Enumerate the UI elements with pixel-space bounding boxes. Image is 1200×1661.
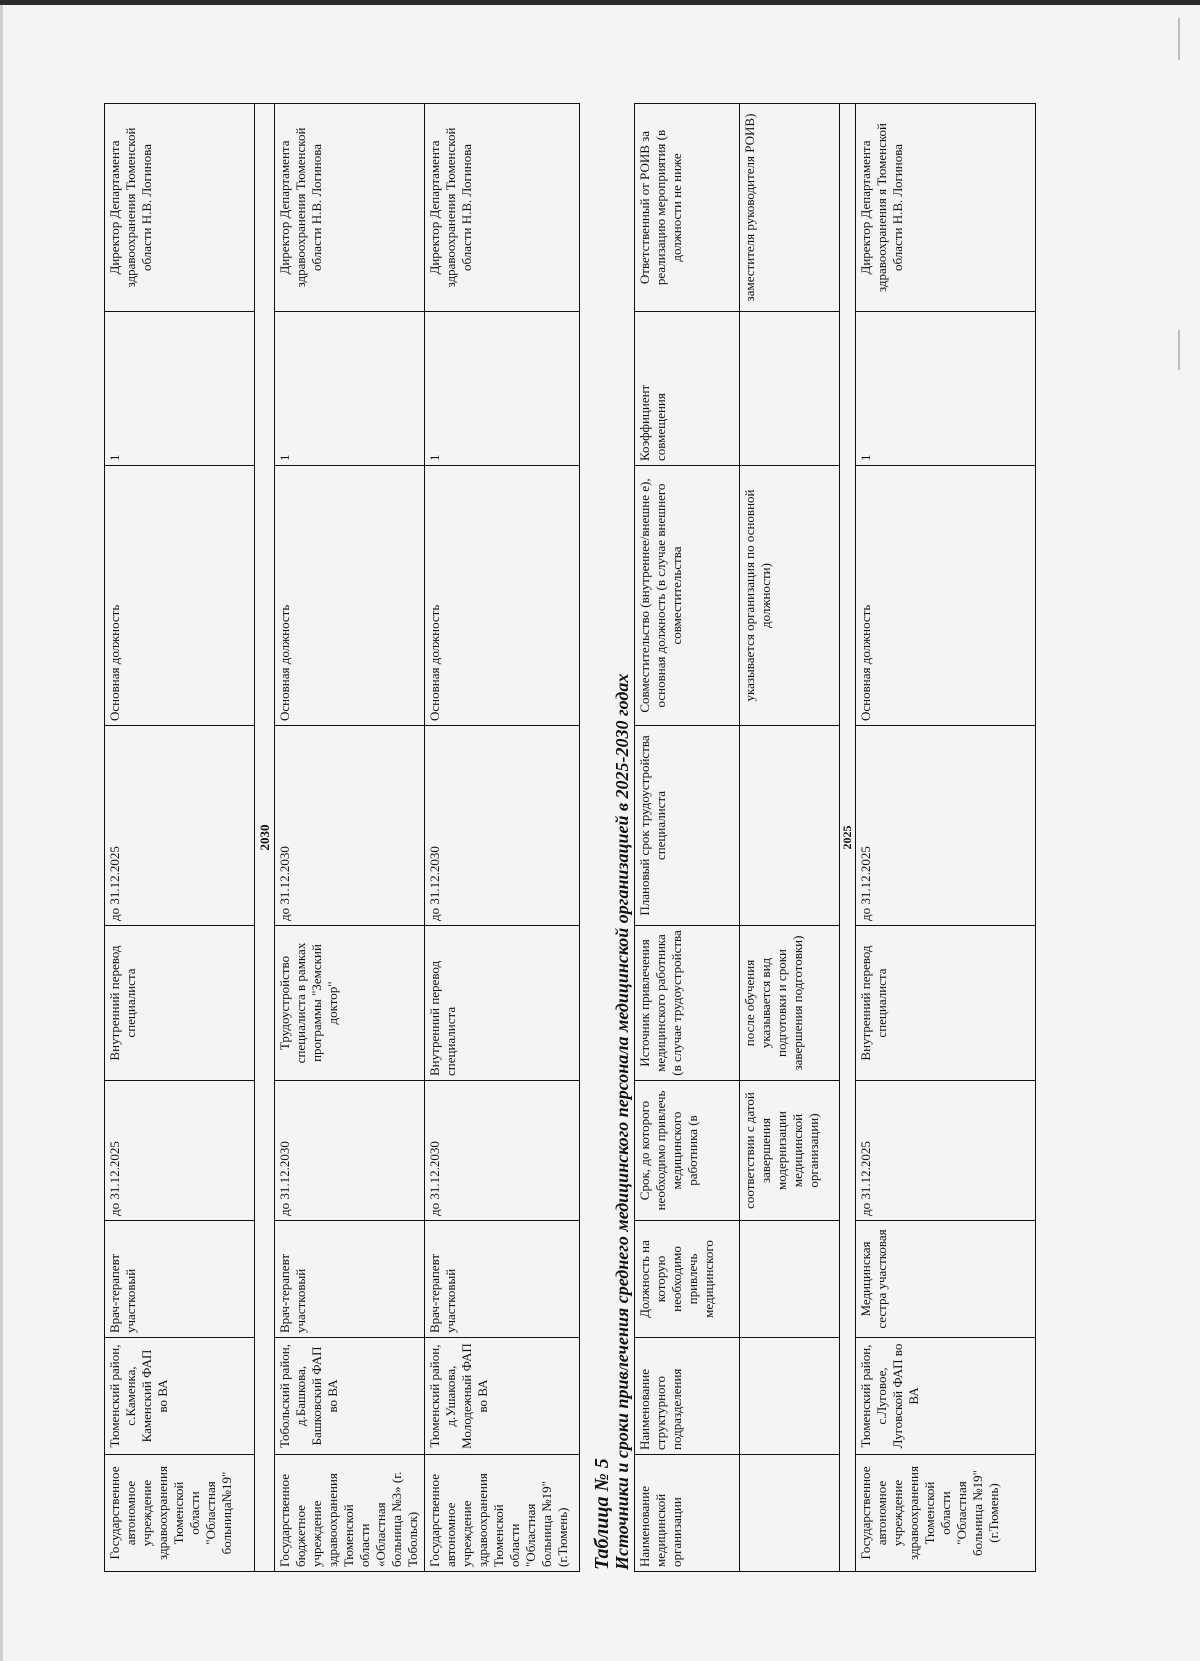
table5-label: Таблица № 5 [591, 1458, 613, 1570]
unit-cell: Тобольский район, д.Башкова, Башковский ФАП во ВА [275, 1338, 425, 1455]
header-deadline-cont: соответствии с датой завершения модернизации медицинской организации) [740, 1081, 840, 1221]
org-cell: Государственное автономное учреждение здравоохранения Тюменской области "Областная больница №19"(г.Тюмень) [856, 1455, 1036, 1572]
table-row [425, 104, 580, 1572]
scan-mark [1178, 330, 1180, 370]
scan-mark [1178, 18, 1180, 60]
table-row [275, 104, 425, 1572]
planned-cell: до 31.12.2025 [105, 726, 255, 926]
header-source-cont: после обучения указывается вид подготовки и сроки завершения подготовки) [740, 926, 840, 1081]
header-position: Должность на которую необходимо привлечь медицинского [635, 1221, 740, 1338]
combo-cell: Основная должность [425, 466, 580, 726]
header-planned: Плановый срок трудоустройства специалиста [635, 726, 740, 926]
table4-continuation [104, 103, 580, 1572]
responsible-cell: Директор Департамента здравоохранения Тюменской области Н.В. Логинова [425, 104, 580, 312]
rotated-document-page [102, 102, 1077, 1572]
table-header-row [635, 104, 740, 1572]
position-cell: Врач-терапевт участковый [105, 1221, 255, 1338]
position-cell: Врач-терапевт участковый [425, 1221, 580, 1338]
header-coef-cont [740, 312, 840, 466]
deadline-cell: до 31.12.2025 [105, 1081, 255, 1221]
header-org-cont [740, 1455, 840, 1572]
year-2030-label: 2030 [255, 104, 275, 1572]
org-cell: Государственное автономное учреждение здравоохранения Тюменской области "Областная больница№19" [105, 1455, 255, 1572]
responsible-cell: Директор Департамента здравоохранения Тюменской области Н.В. Логинова [275, 104, 425, 312]
combo-cell: Основная должность [105, 466, 255, 726]
table5 [634, 103, 1036, 1572]
header-coef: Коэффициент совмещения [635, 312, 740, 466]
table-row [856, 104, 1036, 1572]
deadline-cell: до 31.12.2030 [275, 1081, 425, 1221]
year-row [255, 104, 275, 1572]
unit-cell: Тюменский район, д.Ушакова, Молодежный ФАП во ВА [425, 1338, 580, 1455]
table-header-row-continued [740, 104, 840, 1572]
deadline-cell: до 31.12.2030 [425, 1081, 580, 1221]
scan-top-border [0, 0, 1200, 5]
unit-cell: Тюменский район, с.Луговое, Луговской ФАП во ВА [856, 1338, 1036, 1455]
planned-cell: до 31.12.2030 [425, 726, 580, 926]
org-cell: Государственное бюджетное учреждение здравоохранения Тюменской области «Областная больница №3» (г. Тобольск) [275, 1455, 425, 1572]
deadline-cell: до 31.12.2025 [856, 1081, 1036, 1221]
header-unit: Наименование структурного подразделения [635, 1338, 740, 1455]
org-cell: Государственное автономное учреждение здравоохранения Тюменской области "Областная больница №19"(г.Тюмень) [425, 1455, 580, 1572]
source-cell: Внутренний перевод специалиста [425, 926, 580, 1081]
header-combo: Совместительство (внутреннее/внешне е), основная должность (в случае внешнего совместительства [635, 466, 740, 726]
coef-cell: 1 [275, 312, 425, 466]
coef-cell: 1 [105, 312, 255, 466]
responsible-cell: Директор Департамента здравоохранения Тюменской области Н.В. Логинова [105, 104, 255, 312]
header-planned-cont [740, 726, 840, 926]
coef-cell: 1 [856, 312, 1036, 466]
header-deadline: Срок, до которого необходимо привлечь медицинского работника (в [635, 1081, 740, 1221]
header-position-cont [740, 1221, 840, 1338]
source-cell: Внутренний перевод специалиста [105, 926, 255, 1081]
header-combo-cont: указывается организация по основной должности) [740, 466, 840, 726]
unit-cell: Тюменский район, с.Каменка, Каменский ФАП во ВА [105, 1338, 255, 1455]
year-row [840, 104, 856, 1572]
planned-cell: до 31.12.2025 [856, 726, 1036, 926]
header-responsible: Ответственный от РОИВ за реализацию мероприятия (в должности не ниже [635, 104, 740, 312]
header-unit-cont [740, 1338, 840, 1455]
header-source: Источник привлечения медицинского работника (в случае трудоустройства [635, 926, 740, 1081]
responsible-cell: Директор Департамента здравоохранения я Тюменской области Н.В. Логинова [856, 104, 1036, 312]
combo-cell: Основная должность [275, 466, 425, 726]
position-cell: Медицинская сестра участковая [856, 1221, 1036, 1338]
combo-cell: Основная должность [856, 466, 1036, 726]
coef-cell: 1 [425, 312, 580, 466]
header-org: Наименование медицинской организации [635, 1455, 740, 1572]
table-row [105, 104, 255, 1572]
year-2025-label: 2025 [840, 104, 856, 1572]
source-cell: Трудоустройство специалиста в рамках программы "Земский доктор" [275, 926, 425, 1081]
source-cell: Внутренний перевод специалиста [856, 926, 1036, 1081]
scan-left-edge [0, 5, 3, 1661]
header-responsible-cont: заместителя руководителя РОИВ) [740, 104, 840, 312]
planned-cell: до 31.12.2030 [275, 726, 425, 926]
position-cell: Врач-терапевт участковый [275, 1221, 425, 1338]
table5-caption: Источники и сроки привлечения среднего медицинского персонала медицинской организацией в 2025-2030 годах [612, 673, 632, 1570]
